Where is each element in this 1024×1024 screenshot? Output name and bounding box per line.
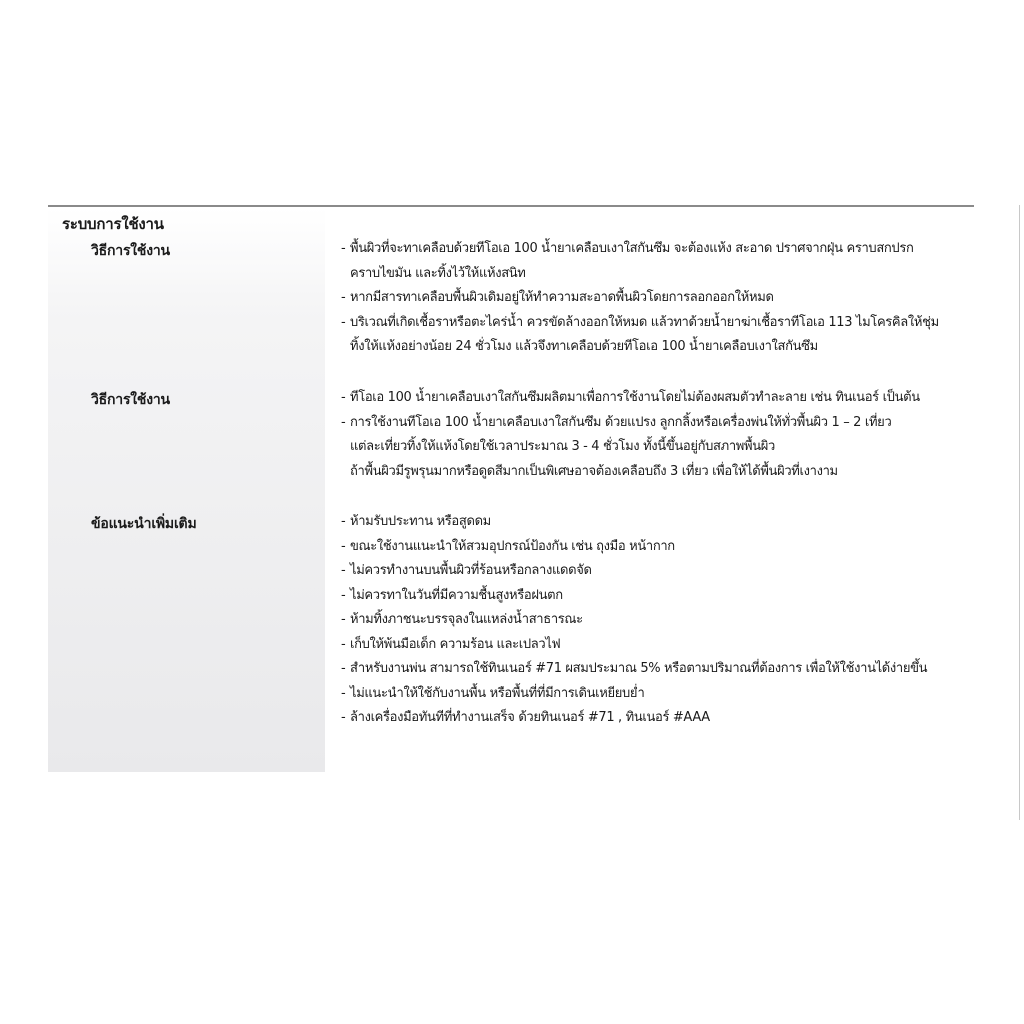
bullet-dash: - xyxy=(341,661,346,676)
bullet-dash: - xyxy=(341,587,346,603)
bullet-dash: - xyxy=(341,314,346,330)
list-item: - พื้นผิวที่จะทาเคลือบด้วยทีโอเอ 100 น้ำยาเคลือบเงาใสกันซึม จะต้องแห้ง สะอาด ปราศจากฝุ่น คราบสกปรก คราบไขมัน และทิ้งไว้ให้แห้งสนิท xyxy=(341,237,939,286)
bullet-dash: - xyxy=(341,241,346,256)
list-item: - ไม่ควรทาในวันที่มีความชื้นสูงหรือฝนตก xyxy=(341,584,927,609)
list-item: - ห้ามรับประทาน หรือสูดดม xyxy=(341,510,927,535)
list-item: - หากมีสารทาเคลือบพื้นผิวเดิมอยู่ให้ทำความสะอาดพื้นผิวโดยการลอกออกให้หมด xyxy=(341,286,939,311)
bullet-dash: - xyxy=(341,685,346,701)
bullet-dash: - xyxy=(341,563,346,578)
bullet-dash: - xyxy=(341,414,346,430)
list-item: - ไม่ควรทำงานบนพื้นผิวที่ร้อนหรือกลางแดดจัด xyxy=(341,559,927,584)
bullet-dash: - xyxy=(341,612,346,627)
list-item: - ห้ามทิ้งภาชนะบรรจุลงในแหล่งน้ำสาธารณะ xyxy=(341,608,927,633)
usage-method-list xyxy=(341,237,939,360)
list-item: - ทีโอเอ 100 น้ำยาเคลือบเงาใสกันซึมผลิตมาเพื่อการใช้งานโดยไม่ต้องผสมตัวทำละลาย เช่น ทินเนอร์ เป็นต้น xyxy=(341,386,920,411)
usage-section xyxy=(48,205,974,772)
list-item: - สำหรับงานพ่น สามารถใช้ทินเนอร์ #71 ผสมประมาณ 5% หรือตามปริมาณที่ต้องการ เพื่อให้ใช้งานได้ง่ายขึ้น xyxy=(341,657,927,682)
application-method-list xyxy=(341,386,920,484)
list-item: - บริเวณที่เกิดเชื้อราหรือตะไคร่น้ำ ควรขัดล้างออกให้หมด แล้วทาด้วยน้ำยาฆ่าเชื้อราทีโอเอ 113 ไมโครคิลให้ชุ่ม ทิ้งให้แห้งอย่างน้อย 24 ชั่วโมง แล้วจึงทาเคลือบด้วยทีโอเอ 100 น้ำยาเคลือบเงาใสกันซึม xyxy=(341,311,939,360)
section-title: ระบบการใช้งาน xyxy=(62,215,164,233)
list-item: - ขณะใช้งานแนะนำให้สวมอุปกรณ์ป้องกัน เช่น ถุงมือ หน้ากาก xyxy=(341,535,927,560)
list-item: - ไม่แนะนำให้ใช้กับงานพื้น หรือพื้นที่ที่มีการเดินเหยียบย่ำ xyxy=(341,682,927,707)
additional-advice-list xyxy=(341,510,927,731)
bullet-dash: - xyxy=(341,390,346,405)
bullet-dash: - xyxy=(341,538,346,554)
list-item: - เก็บให้พ้นมือเด็ก ความร้อน และเปลวไฟ xyxy=(341,633,927,658)
group-label-additional-advice: ข้อแนะนำเพิ่มเติม xyxy=(91,516,197,532)
bullet-dash: - xyxy=(341,514,346,529)
bullet-dash: - xyxy=(341,290,346,305)
page-edge-line xyxy=(1019,205,1020,820)
group-label-usage-method: วิธีการใช้งาน xyxy=(91,243,170,259)
label-column xyxy=(48,207,325,772)
list-item: - ล้างเครื่องมือทันทีที่ทำงานเสร็จ ด้วยทินเนอร์ #71 , ทินเนอร์ #AAA xyxy=(341,706,927,731)
list-item: - การใช้งานทีโอเอ 100 น้ำยาเคลือบเงาใสกันซึม ด้วยแปรง ลูกกลิ้งหรือเครื่องพ่นให้ทั่วพื้นผิว 1 – 2 เที่ยว แต่ละเที่ยวทิ้งให้แห้งโดยใช้เวลาประมาณ 3 - 4 ชั่วโมง ทั้งนี้ขึ้นอยู่กับสภาพพื้นผิว ถ้าพื้นผิวมีรูพรุนมากหรือดูดสีมากเป็นพิเศษอาจต้องเคลือบถึง 3 เที่ยว เพื่อให้ได้พื้นผิวที่เงางาม xyxy=(341,411,920,485)
bullet-dash: - xyxy=(341,636,346,652)
bullet-dash: - xyxy=(341,710,346,725)
group-label-application-method: วิธีการใช้งาน xyxy=(91,392,170,408)
